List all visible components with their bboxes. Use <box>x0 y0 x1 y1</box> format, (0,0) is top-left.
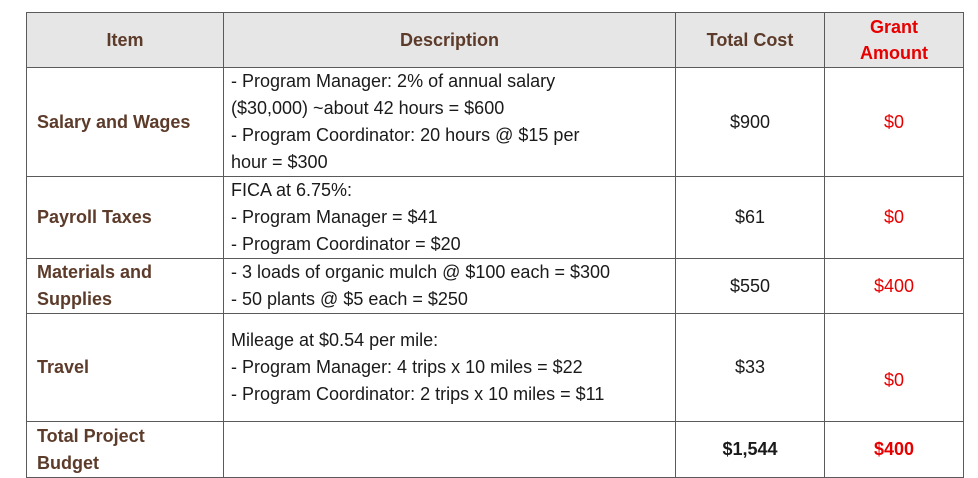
item-line: Supplies <box>37 289 113 309</box>
row-description <box>224 177 676 259</box>
description-line: - 50 plants @ $5 each = $250 <box>231 289 468 309</box>
row-item: Payroll Taxes <box>27 177 224 259</box>
table-row <box>27 177 964 259</box>
total-row <box>27 422 964 478</box>
description-line: - Program Coordinator: 20 hours @ $15 per <box>231 125 580 145</box>
header-item: Item <box>27 13 224 68</box>
description-line: ($30,000) ~about 42 hours = $600 <box>231 98 505 118</box>
description-line: Mileage at $0.54 per mile: <box>231 330 439 350</box>
header-grant-amount <box>825 13 964 68</box>
item-line: Materials and <box>37 262 153 282</box>
row-total-cost: $550 <box>676 259 825 314</box>
row-grant-amount: $0 <box>825 68 964 177</box>
description-line: - Program Coordinator = $20 <box>231 234 461 254</box>
description-line: - Program Coordinator: 2 trips x 10 miles = $11 <box>231 384 605 404</box>
table-row <box>27 259 964 314</box>
row-item: Travel <box>27 314 224 422</box>
description-line: hour = $300 <box>231 152 328 172</box>
header-total-cost: Total Cost <box>676 13 825 68</box>
description-line: FICA at 6.75%: <box>231 180 353 200</box>
row-item: Salary and Wages <box>27 68 224 177</box>
description-line: - Program Manager: 4 trips x 10 miles = $22 <box>231 357 583 377</box>
row-total-cost: $900 <box>676 68 825 177</box>
row-grant-amount: $0 <box>825 177 964 259</box>
total-cost: $1,544 <box>676 422 825 478</box>
row-description <box>224 68 676 177</box>
header-description: Description <box>224 13 676 68</box>
header-grant-line1: Grant <box>869 17 918 37</box>
row-total-cost: $33 <box>676 314 825 422</box>
row-grant-amount: $400 <box>825 259 964 314</box>
item-line: Total Project <box>37 425 145 446</box>
description-line: - 3 loads of organic mulch @ $100 each = $300 <box>231 262 611 282</box>
budget-table <box>26 12 964 478</box>
description-line: - Program Manager = $41 <box>231 207 438 227</box>
total-item <box>27 422 224 478</box>
row-item <box>27 259 224 314</box>
table-row <box>27 68 964 177</box>
item-line: Budget <box>37 452 99 473</box>
header-grant-line2: Amount <box>860 43 928 63</box>
row-description <box>224 259 676 314</box>
header-row <box>27 13 964 68</box>
table-row <box>27 314 964 422</box>
description-line: - Program Manager: 2% of annual salary <box>231 71 556 91</box>
row-grant-amount: $0 <box>825 314 964 422</box>
total-description <box>224 422 676 478</box>
row-total-cost: $61 <box>676 177 825 259</box>
row-description <box>224 314 676 422</box>
total-grant-amount: $400 <box>825 422 964 478</box>
